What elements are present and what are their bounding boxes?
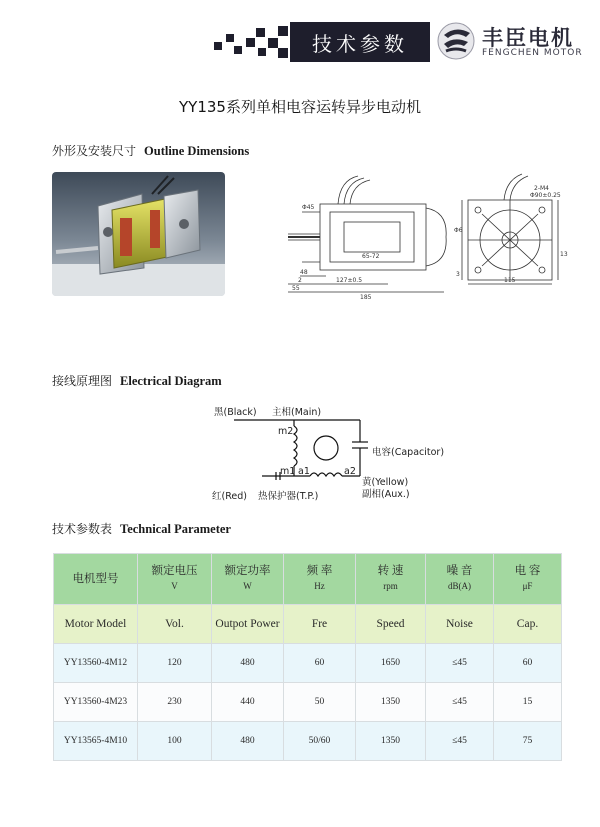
table-row	[54, 644, 562, 683]
terminal-a2-label: a2	[344, 466, 356, 477]
parameter-table	[53, 553, 562, 761]
dim-front-d6: 2	[298, 277, 302, 284]
section-outline-heading	[52, 142, 249, 159]
aux-phase-label: 副相(Aux.)	[362, 489, 410, 500]
header-title: 技术参数	[290, 22, 430, 62]
section-technical-heading	[52, 520, 231, 537]
wire-red-label: 红(Red)	[212, 491, 247, 502]
brand-logo-icon	[436, 20, 480, 64]
brand-subtitle: FENGCHEN MOTOR	[482, 48, 583, 58]
dim-side-d4: 13	[560, 251, 568, 258]
table-header-cell: 电机型号	[54, 554, 138, 605]
brand-name: 丰臣电机	[482, 26, 574, 50]
table-cell: 1650	[356, 644, 426, 683]
table-cell: 100	[138, 722, 212, 761]
section-electrical-heading	[52, 372, 222, 389]
table-header-cell: 电 容 μF	[494, 554, 562, 605]
dim-side-d6: 3	[456, 271, 460, 278]
dim-side-d5: 115	[504, 277, 516, 284]
wire-yellow-label: 黄(Yellow)	[362, 477, 409, 488]
dimension-drawing	[278, 172, 578, 302]
table-cell: ≤45	[426, 644, 494, 683]
table-cell: ≤45	[426, 683, 494, 722]
table-header-cell: Vol.	[138, 605, 212, 644]
table-header-cell: Speed	[356, 605, 426, 644]
main-title: YY135系列单相电容运转异步电动机	[179, 98, 421, 116]
table-row	[54, 722, 562, 761]
terminal-m2-label: m2	[278, 426, 294, 437]
table-header-cell: Outpot Power	[212, 605, 284, 644]
table-cell: ≤45	[426, 722, 494, 761]
table-header-cell: Noise	[426, 605, 494, 644]
table-cell: 120	[138, 644, 212, 683]
dim-front-d1: Φ45	[302, 204, 315, 211]
table-cell: YY13560-4M12	[54, 644, 138, 683]
section-technical-en: Technical Parameter	[120, 522, 231, 536]
table-cell: 440	[212, 683, 284, 722]
table-row	[54, 683, 562, 722]
dim-front-d3: 48	[300, 269, 308, 276]
dim-front-d4: 55	[292, 285, 300, 292]
motor-photo	[52, 172, 225, 296]
dim-front-d2: 65-72	[362, 253, 380, 260]
table-header-en-row	[54, 605, 562, 644]
table-cell: YY13565-4M10	[54, 722, 138, 761]
dim-front-d5: 127±0.5	[336, 277, 363, 284]
table-cell: 1350	[356, 722, 426, 761]
table-cell: 1350	[356, 683, 426, 722]
table-header-cn-row	[54, 554, 562, 605]
table-cell: 75	[494, 722, 562, 761]
dim-front-d7: 185	[360, 294, 372, 301]
thermal-protector-label: 热保护器(T.P.)	[258, 491, 319, 502]
wire-main-label: 主相(Main)	[272, 407, 322, 418]
table-cell: 50/60	[284, 722, 356, 761]
table-header-cell: Fre	[284, 605, 356, 644]
wire-black-label: 黑(Black)	[214, 407, 257, 418]
table-header-cell: 频 率 Hz	[284, 554, 356, 605]
table-cell: 15	[494, 683, 562, 722]
table-cell: 480	[212, 722, 284, 761]
brand-logo	[436, 20, 600, 64]
terminal-a1-label: a1	[298, 466, 310, 477]
table-header-cell: 转 速 rpm	[356, 554, 426, 605]
table-header-cell: 噪 音 dB(A)	[426, 554, 494, 605]
terminal-m1-label: m1	[280, 466, 296, 477]
table-cell: 60	[494, 644, 562, 683]
table-cell: 480	[212, 644, 284, 683]
table-header-cell: 额定电压 V	[138, 554, 212, 605]
dim-side-d1: 2-M4	[534, 185, 549, 192]
table-header-cell: Cap.	[494, 605, 562, 644]
table-cell: 230	[138, 683, 212, 722]
table-header-cell: 额定功率 W	[212, 554, 284, 605]
section-technical-cn: 技术参数表	[52, 522, 113, 536]
section-electrical-cn: 接线原理图	[52, 374, 113, 388]
wiring-diagram	[200, 398, 460, 508]
dim-side-d3: Φ6	[454, 227, 463, 234]
section-electrical-en: Electrical Diagram	[120, 374, 222, 388]
dim-side-d2: Φ90±0.25	[530, 192, 561, 199]
table-cell: 60	[284, 644, 356, 683]
motor-illustration	[52, 172, 225, 296]
section-outline-cn: 外形及安装尺寸	[52, 144, 137, 158]
outline-drawing	[278, 172, 578, 302]
table-cell: YY13560-4M23	[54, 683, 138, 722]
table-cell: 50	[284, 683, 356, 722]
capacitor-label: 电容(Capacitor)	[372, 447, 445, 458]
table-header-cell: Motor Model	[54, 605, 138, 644]
section-outline-en: Outline Dimensions	[144, 144, 250, 158]
page-header	[0, 0, 600, 72]
